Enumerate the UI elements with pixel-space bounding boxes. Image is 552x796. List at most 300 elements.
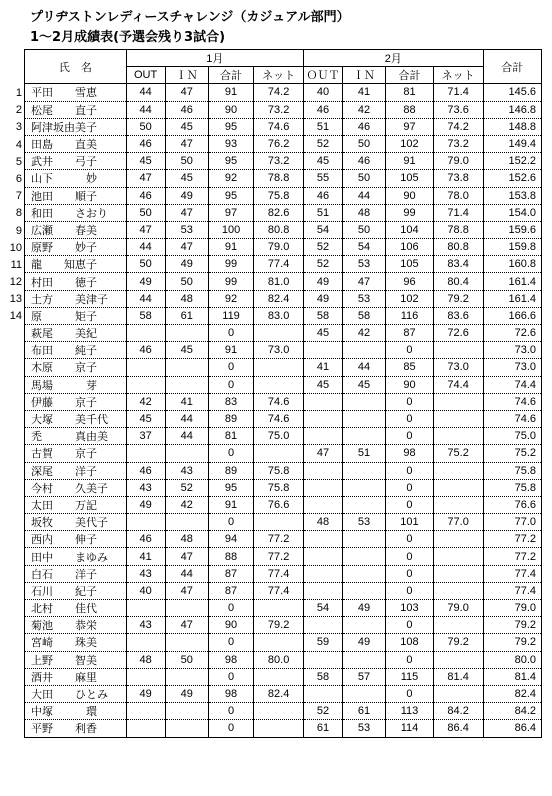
- rank-number: [0, 343, 22, 360]
- cell-sum-2: 105: [386, 256, 434, 273]
- cell-out-1: [126, 514, 165, 531]
- cell-total: 77.0: [483, 514, 542, 531]
- cell-net-2: 81.4: [433, 668, 483, 685]
- table-row: [25, 514, 542, 531]
- cell-in-2: [342, 428, 385, 445]
- cell-name: 中塚 環: [25, 703, 127, 720]
- cell-total: 76.6: [483, 496, 542, 513]
- cell-sum-2: 114: [386, 720, 434, 737]
- cell-sum-2: 105: [386, 170, 434, 187]
- cell-in-2: 47: [342, 273, 385, 290]
- cell-net-2: [433, 410, 483, 427]
- cell-sum-2: 85: [386, 359, 434, 376]
- cell-sum-1: 0: [208, 445, 253, 462]
- table-row: [25, 651, 542, 668]
- table-row: [25, 393, 542, 410]
- cell-sum-1: 0: [208, 720, 253, 737]
- cell-out-2: 51: [304, 118, 343, 135]
- rank-number: [0, 480, 22, 497]
- cell-out-1: 50: [126, 256, 165, 273]
- cell-net-2: [433, 685, 483, 702]
- cell-sum-2: 0: [386, 410, 434, 427]
- header-net-1: ネット: [254, 67, 304, 84]
- cell-out-2: 46: [304, 101, 343, 118]
- cell-sum-2: 0: [386, 393, 434, 410]
- cell-in-1: 45: [165, 342, 208, 359]
- rank-number: [0, 377, 22, 394]
- table-row: [25, 548, 542, 565]
- cell-net-1: 73.2: [254, 101, 304, 118]
- cell-total: 166.6: [483, 307, 542, 324]
- rank-number: [0, 515, 22, 532]
- cell-net-2: 71.4: [433, 204, 483, 221]
- table-row: [25, 325, 542, 342]
- cell-in-2: 50: [342, 221, 385, 238]
- rank-number: 13: [9, 293, 22, 306]
- cell-out-2: 48: [304, 514, 343, 531]
- cell-net-1: 83.0: [254, 307, 304, 324]
- cell-net-1: 78.8: [254, 170, 304, 187]
- cell-total: 160.8: [483, 256, 542, 273]
- rank-number: [0, 394, 22, 411]
- cell-out-2: [304, 410, 343, 427]
- cell-in-2: 53: [342, 720, 385, 737]
- cell-sum-1: 88: [208, 548, 253, 565]
- table-row: [25, 720, 542, 737]
- cell-in-2: 44: [342, 359, 385, 376]
- cell-in-1: [165, 325, 208, 342]
- cell-in-2: 53: [342, 256, 385, 273]
- cell-sum-2: 102: [386, 135, 434, 152]
- cell-net-2: 71.4: [433, 84, 483, 101]
- cell-name: 禿 真由美: [25, 428, 127, 445]
- cell-out-1: 47: [126, 221, 165, 238]
- cell-net-2: [433, 462, 483, 479]
- rank-number: [0, 704, 22, 721]
- cell-total: 80.0: [483, 651, 542, 668]
- cell-out-1: [126, 720, 165, 737]
- cell-out-1: 44: [126, 239, 165, 256]
- cell-sum-1: 92: [208, 170, 253, 187]
- cell-name: 大田 ひとみ: [25, 685, 127, 702]
- cell-sum-1: 92: [208, 290, 253, 307]
- cell-sum-1: 95: [208, 479, 253, 496]
- cell-sum-2: 81: [386, 84, 434, 101]
- cell-in-2: [342, 479, 385, 496]
- cell-out-1: 40: [126, 582, 165, 599]
- cell-in-2: 49: [342, 600, 385, 617]
- cell-in-2: 45: [342, 376, 385, 393]
- cell-name: 白石 洋子: [25, 565, 127, 582]
- cell-in-1: 49: [165, 256, 208, 273]
- cell-name: 馬場 芽: [25, 376, 127, 393]
- cell-total: 149.4: [483, 135, 542, 152]
- cell-in-1: 44: [165, 428, 208, 445]
- cell-in-2: [342, 582, 385, 599]
- cell-net-1: 82.6: [254, 204, 304, 221]
- header-out-1: OUT: [126, 67, 165, 84]
- cell-net-1: 77.4: [254, 565, 304, 582]
- table-row: [25, 634, 542, 651]
- cell-sum-1: 99: [208, 273, 253, 290]
- cell-net-1: [254, 445, 304, 462]
- cell-in-2: [342, 651, 385, 668]
- cell-total: 74.6: [483, 393, 542, 410]
- cell-out-2: 58: [304, 668, 343, 685]
- cell-out-2: [304, 531, 343, 548]
- cell-in-1: 47: [165, 84, 208, 101]
- cell-name: 木原 京子: [25, 359, 127, 376]
- cell-net-2: [433, 565, 483, 582]
- cell-out-1: 50: [126, 118, 165, 135]
- cell-in-1: [165, 600, 208, 617]
- cell-sum-1: 0: [208, 376, 253, 393]
- cell-sum-1: 89: [208, 462, 253, 479]
- cell-in-2: [342, 685, 385, 702]
- cell-out-2: [304, 548, 343, 565]
- rank-number: 12: [9, 276, 22, 289]
- cell-out-2: [304, 617, 343, 634]
- cell-sum-2: 97: [386, 118, 434, 135]
- cell-in-1: 50: [165, 153, 208, 170]
- rank-number: [0, 635, 22, 652]
- cell-name: 阿津坂由美子: [25, 118, 127, 135]
- cell-sum-1: 0: [208, 600, 253, 617]
- cell-net-1: 79.2: [254, 617, 304, 634]
- cell-out-2: [304, 462, 343, 479]
- rank-number: 14: [9, 310, 22, 323]
- cell-sum-1: 0: [208, 325, 253, 342]
- cell-sum-2: 87: [386, 325, 434, 342]
- cell-out-1: [126, 634, 165, 651]
- cell-sum-2: 0: [386, 651, 434, 668]
- cell-net-1: 74.6: [254, 410, 304, 427]
- cell-in-2: 49: [342, 634, 385, 651]
- cell-in-1: 43: [165, 462, 208, 479]
- header-total: 合計: [483, 50, 542, 84]
- cell-sum-1: 91: [208, 342, 253, 359]
- table-row: [25, 204, 542, 221]
- cell-net-1: 76.2: [254, 135, 304, 152]
- rank-number: 3: [15, 121, 22, 134]
- table-row: [25, 462, 542, 479]
- cell-net-2: 74.4: [433, 376, 483, 393]
- cell-in-2: [342, 548, 385, 565]
- cell-out-2: 45: [304, 325, 343, 342]
- cell-in-1: 61: [165, 307, 208, 324]
- rank-number: [0, 583, 22, 600]
- cell-net-2: 79.0: [433, 600, 483, 617]
- cell-in-1: 53: [165, 221, 208, 238]
- cell-net-2: [433, 479, 483, 496]
- rank-number: 2: [15, 104, 22, 117]
- cell-out-2: 41: [304, 359, 343, 376]
- document-subtitle: 1～2月成績表(予選会残り3試合): [30, 30, 226, 45]
- cell-name: 北村 佳代: [25, 600, 127, 617]
- cell-out-1: 44: [126, 84, 165, 101]
- cell-total: 86.4: [483, 720, 542, 737]
- rank-number: [0, 669, 22, 686]
- cell-in-1: 52: [165, 479, 208, 496]
- cell-net-1: 75.8: [254, 479, 304, 496]
- cell-name: 大塚 美千代: [25, 410, 127, 427]
- cell-net-1: 82.4: [254, 290, 304, 307]
- cell-sum-2: 0: [386, 548, 434, 565]
- cell-out-2: 46: [304, 187, 343, 204]
- cell-sum-2: 113: [386, 703, 434, 720]
- cell-out-1: [126, 703, 165, 720]
- cell-net-1: 82.4: [254, 685, 304, 702]
- table-row: [25, 307, 542, 324]
- table-row: [25, 359, 542, 376]
- cell-out-1: 43: [126, 479, 165, 496]
- cell-sum-1: 81: [208, 428, 253, 445]
- cell-sum-2: 0: [386, 462, 434, 479]
- cell-out-1: 41: [126, 548, 165, 565]
- cell-total: 161.4: [483, 290, 542, 307]
- cell-in-1: 47: [165, 617, 208, 634]
- cell-sum-1: 95: [208, 187, 253, 204]
- header-net-2: ネット: [433, 67, 483, 84]
- cell-in-2: 46: [342, 153, 385, 170]
- table-row: [25, 531, 542, 548]
- table-row: [25, 84, 542, 101]
- cell-in-2: 41: [342, 84, 385, 101]
- cell-in-1: 45: [165, 118, 208, 135]
- header-month1: 1月: [126, 50, 303, 67]
- cell-total: 77.2: [483, 548, 542, 565]
- table-row: [25, 410, 542, 427]
- document-title: プリヂストンレディースチャレンジ（カジュアル部門）: [30, 10, 350, 25]
- header-in-2: ＩＮ: [342, 67, 385, 84]
- cell-out-1: 42: [126, 393, 165, 410]
- table-row: [25, 153, 542, 170]
- cell-sum-1: 91: [208, 239, 253, 256]
- cell-name: 西内 伸子: [25, 531, 127, 548]
- cell-net-2: 83.4: [433, 256, 483, 273]
- rank-number: [0, 429, 22, 446]
- rank-number: [0, 412, 22, 429]
- cell-in-2: [342, 496, 385, 513]
- cell-in-1: 42: [165, 496, 208, 513]
- cell-net-1: [254, 514, 304, 531]
- cell-net-2: 78.0: [433, 187, 483, 204]
- cell-name: 平田 雪恵: [25, 84, 127, 101]
- header-month2: 2月: [304, 50, 484, 67]
- cell-name: 平野 利香: [25, 720, 127, 737]
- cell-in-2: 42: [342, 325, 385, 342]
- rank-number: [0, 652, 22, 669]
- cell-out-2: 52: [304, 256, 343, 273]
- cell-name: 武井 弓子: [25, 153, 127, 170]
- cell-out-1: [126, 668, 165, 685]
- cell-out-1: 49: [126, 273, 165, 290]
- cell-name: 松尾 直子: [25, 101, 127, 118]
- cell-sum-1: 89: [208, 410, 253, 427]
- cell-out-1: [126, 359, 165, 376]
- cell-net-1: 81.0: [254, 273, 304, 290]
- cell-out-1: 50: [126, 204, 165, 221]
- table-row: [25, 170, 542, 187]
- table-row: [25, 101, 542, 118]
- cell-sum-1: 0: [208, 514, 253, 531]
- cell-total: 146.8: [483, 101, 542, 118]
- cell-name: 原野 妙子: [25, 239, 127, 256]
- rank-number: 11: [10, 258, 22, 271]
- cell-net-1: 77.2: [254, 531, 304, 548]
- cell-total: 145.6: [483, 84, 542, 101]
- cell-sum-1: 0: [208, 634, 253, 651]
- cell-in-1: 47: [165, 582, 208, 599]
- cell-net-2: 84.2: [433, 703, 483, 720]
- cell-in-2: [342, 565, 385, 582]
- cell-sum-2: 0: [386, 428, 434, 445]
- cell-sum-2: 0: [386, 582, 434, 599]
- rank-number: [0, 566, 22, 583]
- cell-total: 148.8: [483, 118, 542, 135]
- cell-in-2: [342, 410, 385, 427]
- cell-out-2: [304, 393, 343, 410]
- rank-number: 8: [15, 207, 22, 220]
- cell-out-2: [304, 582, 343, 599]
- rank-number: [0, 601, 22, 618]
- cell-net-1: 75.8: [254, 462, 304, 479]
- cell-name: 坂牧 美代子: [25, 514, 127, 531]
- cell-sum-2: 103: [386, 600, 434, 617]
- table-row: [25, 290, 542, 307]
- cell-in-1: 45: [165, 170, 208, 187]
- cell-out-2: 45: [304, 153, 343, 170]
- cell-in-2: 58: [342, 307, 385, 324]
- rank-number: [0, 532, 22, 549]
- cell-sum-2: 0: [386, 685, 434, 702]
- table-row: [25, 273, 542, 290]
- cell-in-1: [165, 634, 208, 651]
- table-row: [25, 187, 542, 204]
- cell-in-1: 41: [165, 393, 208, 410]
- cell-net-1: 77.4: [254, 256, 304, 273]
- table-row: [25, 376, 542, 393]
- cell-net-1: 74.6: [254, 118, 304, 135]
- table-row: [25, 685, 542, 702]
- table-row: [25, 479, 542, 496]
- table-row: [25, 428, 542, 445]
- cell-net-2: 78.8: [433, 221, 483, 238]
- cell-out-2: [304, 479, 343, 496]
- cell-out-1: 48: [126, 651, 165, 668]
- cell-sum-1: 90: [208, 101, 253, 118]
- cell-out-2: 61: [304, 720, 343, 737]
- cell-total: 152.6: [483, 170, 542, 187]
- rank-number: [0, 326, 22, 343]
- cell-out-1: 43: [126, 565, 165, 582]
- cell-sum-1: 119: [208, 307, 253, 324]
- cell-net-2: [433, 651, 483, 668]
- cell-sum-1: 98: [208, 651, 253, 668]
- cell-out-1: 46: [126, 462, 165, 479]
- cell-sum-2: 0: [386, 617, 434, 634]
- cell-net-2: 79.0: [433, 153, 483, 170]
- cell-net-1: [254, 720, 304, 737]
- cell-total: 73.0: [483, 342, 542, 359]
- cell-net-2: 72.6: [433, 325, 483, 342]
- cell-net-1: [254, 600, 304, 617]
- cell-in-2: 54: [342, 239, 385, 256]
- cell-out-2: 54: [304, 221, 343, 238]
- cell-total: 75.2: [483, 445, 542, 462]
- cell-name: 宮崎 珠美: [25, 634, 127, 651]
- table-row: [25, 221, 542, 238]
- cell-out-1: 49: [126, 496, 165, 513]
- cell-in-1: [165, 376, 208, 393]
- cell-sum-2: 90: [386, 376, 434, 393]
- cell-out-2: 54: [304, 600, 343, 617]
- cell-sum-1: 97: [208, 204, 253, 221]
- cell-out-1: 58: [126, 307, 165, 324]
- cell-out-1: 46: [126, 135, 165, 152]
- cell-net-2: 75.2: [433, 445, 483, 462]
- table-row: [25, 703, 542, 720]
- cell-out-2: [304, 651, 343, 668]
- cell-out-2: [304, 428, 343, 445]
- cell-name: 田島 直美: [25, 135, 127, 152]
- cell-sum-2: 108: [386, 634, 434, 651]
- cell-sum-1: 91: [208, 84, 253, 101]
- cell-in-1: 48: [165, 531, 208, 548]
- cell-out-1: 46: [126, 342, 165, 359]
- cell-net-2: [433, 617, 483, 634]
- cell-in-2: 53: [342, 514, 385, 531]
- rank-number: 5: [15, 155, 22, 168]
- cell-sum-1: 87: [208, 582, 253, 599]
- cell-total: 74.6: [483, 410, 542, 427]
- cell-name: 上野 智美: [25, 651, 127, 668]
- cell-out-2: 59: [304, 634, 343, 651]
- cell-sum-1: 94: [208, 531, 253, 548]
- cell-out-2: [304, 342, 343, 359]
- cell-net-1: 80.0: [254, 651, 304, 668]
- cell-net-2: 83.6: [433, 307, 483, 324]
- cell-net-2: 73.8: [433, 170, 483, 187]
- cell-net-2: [433, 496, 483, 513]
- cell-in-2: [342, 462, 385, 479]
- cell-out-2: [304, 685, 343, 702]
- rank-number: 9: [15, 224, 22, 237]
- cell-name: 太田 万記: [25, 496, 127, 513]
- cell-sum-2: 106: [386, 239, 434, 256]
- cell-total: 79.2: [483, 617, 542, 634]
- header-in-1: ＩＮ: [165, 67, 208, 84]
- cell-total: 77.4: [483, 582, 542, 599]
- cell-net-1: [254, 325, 304, 342]
- cell-in-1: [165, 703, 208, 720]
- cell-out-1: 46: [126, 187, 165, 204]
- cell-out-2: [304, 565, 343, 582]
- cell-total: 75.8: [483, 462, 542, 479]
- cell-name: 萩尾 美紀: [25, 325, 127, 342]
- cell-net-2: 79.2: [433, 634, 483, 651]
- cell-total: 77.2: [483, 531, 542, 548]
- cell-in-1: 44: [165, 410, 208, 427]
- cell-net-1: 77.2: [254, 548, 304, 565]
- cell-total: 79.2: [483, 634, 542, 651]
- cell-net-1: [254, 668, 304, 685]
- cell-net-1: 74.2: [254, 84, 304, 101]
- rank-number: [0, 360, 22, 377]
- cell-total: 77.4: [483, 565, 542, 582]
- cell-sum-1: 83: [208, 393, 253, 410]
- cell-in-1: 47: [165, 239, 208, 256]
